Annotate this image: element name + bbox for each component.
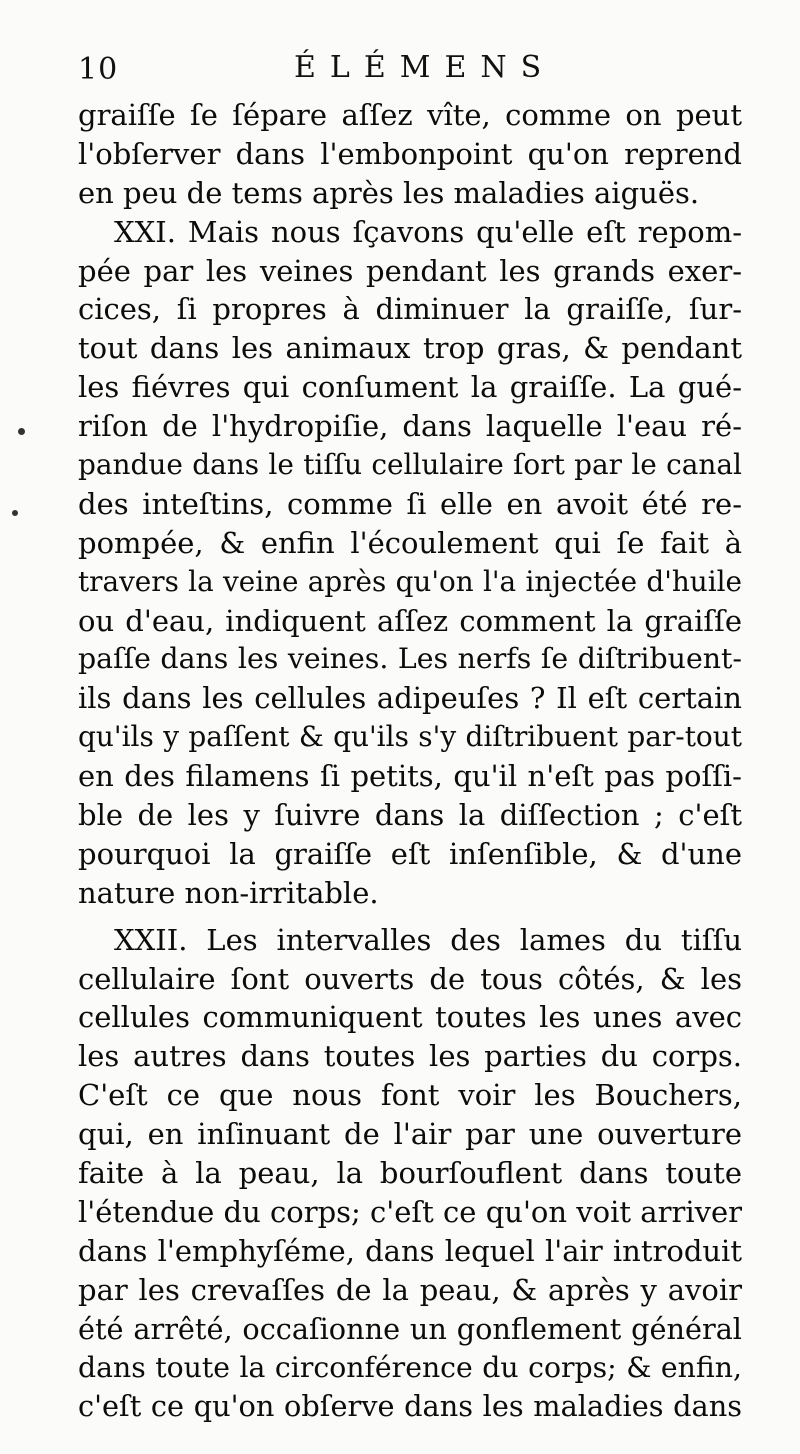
text-line: dans toute la circonférence du corps; & enfin, (78, 1350, 742, 1384)
text-line: l'obſerver dans l'embonpoint qu'on reprend (78, 136, 742, 171)
text-line: cellules communiquent toutes les unes avec (78, 1000, 742, 1035)
text-line: qu'ils y paſſent & qu'ils s'y diſtribuent par-tout (78, 720, 742, 754)
text-line: les fiévres qui conſument la graiſſe. La gué- (78, 370, 742, 405)
page-number: 10 (78, 52, 119, 87)
text-line: été arrêté, occaſionne un gonflement général (78, 1311, 742, 1346)
text-line: C'eſt ce que nous font voir les Bouchers, (78, 1078, 742, 1113)
text-line: pandue dans le tiſſu cellulaire ſort par le canal (78, 448, 742, 482)
text-line: nature non-irritable. (78, 875, 379, 910)
text-line: en peu de tems après les maladies aiguës. (78, 175, 700, 210)
text-line: pée par les veines pendant les grands exer- (78, 253, 742, 288)
text-line: riſon de l'hydropiſie, dans laquelle l'eau ré- (78, 409, 742, 444)
text-line: par les crevaſſes de la peau, & après y avoir (78, 1272, 742, 1307)
text-line: pourquoi la graiſſe eſt inſenſible, & d'une (78, 836, 742, 871)
text-line: ou d'eau, indiquent aſſez comment la graiſſe (78, 603, 742, 638)
text-line: l'étendue du corps; c'eſt ce qu'on voit arriver (78, 1194, 742, 1229)
text-line: ils dans les cellules adipeuſes ? Il eſt certain (78, 681, 742, 716)
text-line: ble de les y ſuivre dans la diſſection ; c'eſt (78, 798, 742, 833)
text-line: c'eſt ce qu'on obſerve dans les maladies dans (78, 1389, 742, 1424)
text-line: travers la veine après qu'on l'a injectée d'huile (78, 564, 742, 598)
paragraph-heading-line: XXI. Mais nous ſçavons qu'elle eſt repom- (114, 214, 742, 249)
text-line: qui, en inſinuant de l'air par une ouverture (78, 1117, 742, 1152)
text-line: des inteſtins, comme ſi elle en avoit été re- (78, 486, 742, 521)
text-line: les autres dans toutes les parties du corps. (78, 1039, 742, 1074)
text-line: cices, ſi propres à diminuer la graiſſe, ſur- (78, 292, 742, 327)
text-line: paſſe dans les veines. Les nerfs ſe diſtribuent- (78, 642, 742, 676)
text-line: cellulaire ſont ouverts de tous côtés, & les (78, 961, 742, 996)
margin-dot (12, 510, 18, 516)
text-line: pompée, & enfin l'écoulement qui ſe fait à (78, 525, 742, 560)
page-header (78, 50, 738, 94)
text-line: faite à la peau, la bourſouflent dans toute (78, 1156, 742, 1191)
margin-dot (18, 428, 25, 435)
paragraph-heading-line: XXII. Les intervalles des lames du tiſſu (114, 922, 742, 957)
text-line: graiſſe ſe ſépare aſſez vîte, comme on peut (78, 98, 742, 132)
text-line: en des filamens ſi petits, qu'il n'eſt pas poſſi- (78, 759, 742, 794)
text-line: dans l'emphyſéme, dans lequel l'air introduit (78, 1233, 742, 1268)
body-text (78, 96, 742, 1426)
running-title: ÉLÉMENS (294, 50, 556, 85)
text-line: tout dans les animaux trop gras, & pendant (78, 331, 742, 366)
